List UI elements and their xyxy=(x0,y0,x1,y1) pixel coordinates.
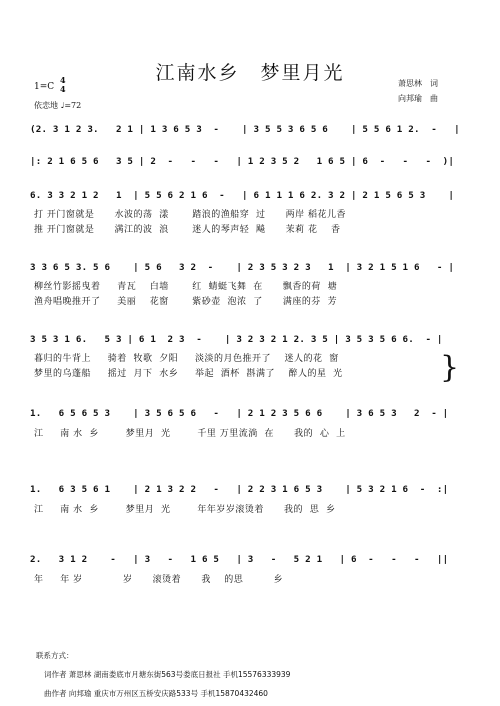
notation-line: |: 2 1 6 5 6 3 5 | 2 - - - | 1 2 3 5 2 1 6 5 | 6 - - - )| xyxy=(30,156,455,167)
time-signature xyxy=(60,76,66,94)
notation-line: 2. 3 1 2 - | 3 - 1 6 5 | 3 - 5 2 1 | 6 - - - || xyxy=(30,554,449,565)
composer-contact: 曲作者 向邦瑜 重庆市万州区五桥安庆路533号 手机15870432460 xyxy=(44,689,268,698)
notation-line: 3 5 3 1 6. 5 3 | 6 1 2 3 - | 3 2 3 2 1 2. 3 5 | 3 5 3 5 6 6. - | xyxy=(30,334,443,345)
verse-brace: } xyxy=(440,350,460,385)
contact-heading: 联系方式： xyxy=(36,651,74,660)
lyric-verse-1: 暮归的牛背上 骑着 牧歌 夕阳 淡淡的月色推开了 迷人的花 窗 xyxy=(34,354,339,364)
lyric-verse-1: 柳丝竹影摇曳着 青瓦 白墙 红 蜻蜓飞舞 在 飘香的荷 塘 xyxy=(34,282,338,292)
lyric-line: 江 南 水 乡 梦里月 光 千里 万里流淌 在 我的 心 上 xyxy=(34,429,346,439)
notation-line: 6. 3 3 2 1 2 1 | 5 5 6 2 1 6 - | 6 1 1 1 6 2. 3 2 | 2 1 5 6 5 3 | xyxy=(30,190,455,201)
lyric-line: 年 年 岁 岁 滚烫着 我 的思 乡 xyxy=(34,575,284,585)
notation-line: 1. 6 5 6 5 3 | 3 5 6 5 6 - | 2 1 2 3 5 6 6 | 3 6 5 3 2 - | xyxy=(30,408,449,419)
lyric-line: 江 南 水 乡 梦里月 光 年年岁岁滚烫着 我的 思 乡 xyxy=(34,505,336,515)
lyricist-credit: 萧思林 词 xyxy=(398,79,438,88)
notation-line: 3 3 6 5 3. 5 6 | 5 6 3 2 - | 2 3 5 3 2 3 1 | 3 2 1 5 1 6 - | xyxy=(30,262,455,273)
lyric-verse-2: 渔舟唱晚推开了 美丽 花窗 紫砂壶 泡浓 了 满座的芬 芳 xyxy=(34,297,338,307)
lyric-verse-1: 打 开门窗就是 水波的荡 漾 踏浪的渔船穿 过 两岸 稻花儿香 xyxy=(34,210,347,220)
composer-credit: 向邦瑜 曲 xyxy=(398,94,438,103)
song-title: 江南水乡 梦里月光 xyxy=(155,62,345,84)
contact-info xyxy=(36,646,290,703)
time-signature-top: 4 xyxy=(60,75,66,85)
key-signature: 1=C xyxy=(34,82,55,92)
credits xyxy=(398,76,438,106)
lyricist-contact: 词作者 萧思林 湖南娄底市月塘东街563号娄底日报社 手机15576333939 xyxy=(44,670,291,679)
lyric-verse-2: 梦里的乌蓬船 摇过 月下 水乡 举起 酒杯 斟满了 醉人的星 光 xyxy=(34,369,343,379)
notation-line: 1. 6 3 5 6 1 | 2 1 3 2 2 - | 2 2 3 1 6 5 3 | 5 3 2 1 6 - :| xyxy=(30,484,449,495)
lyric-verse-2: 推 开门窗就是 满江的波 浪 迷人的琴声轻 飚 茉莉 花 香 xyxy=(34,225,341,235)
time-signature-bottom: 4 xyxy=(60,84,66,94)
tempo-marking: 依恋地 ♩=72 xyxy=(34,101,82,110)
notation-line: (2. 3 1 2 3. 2 1 | 1 3 6 5 3 - | 3 5 5 3 6 5 6 | 5 5 6 1 2. - | xyxy=(30,124,460,135)
